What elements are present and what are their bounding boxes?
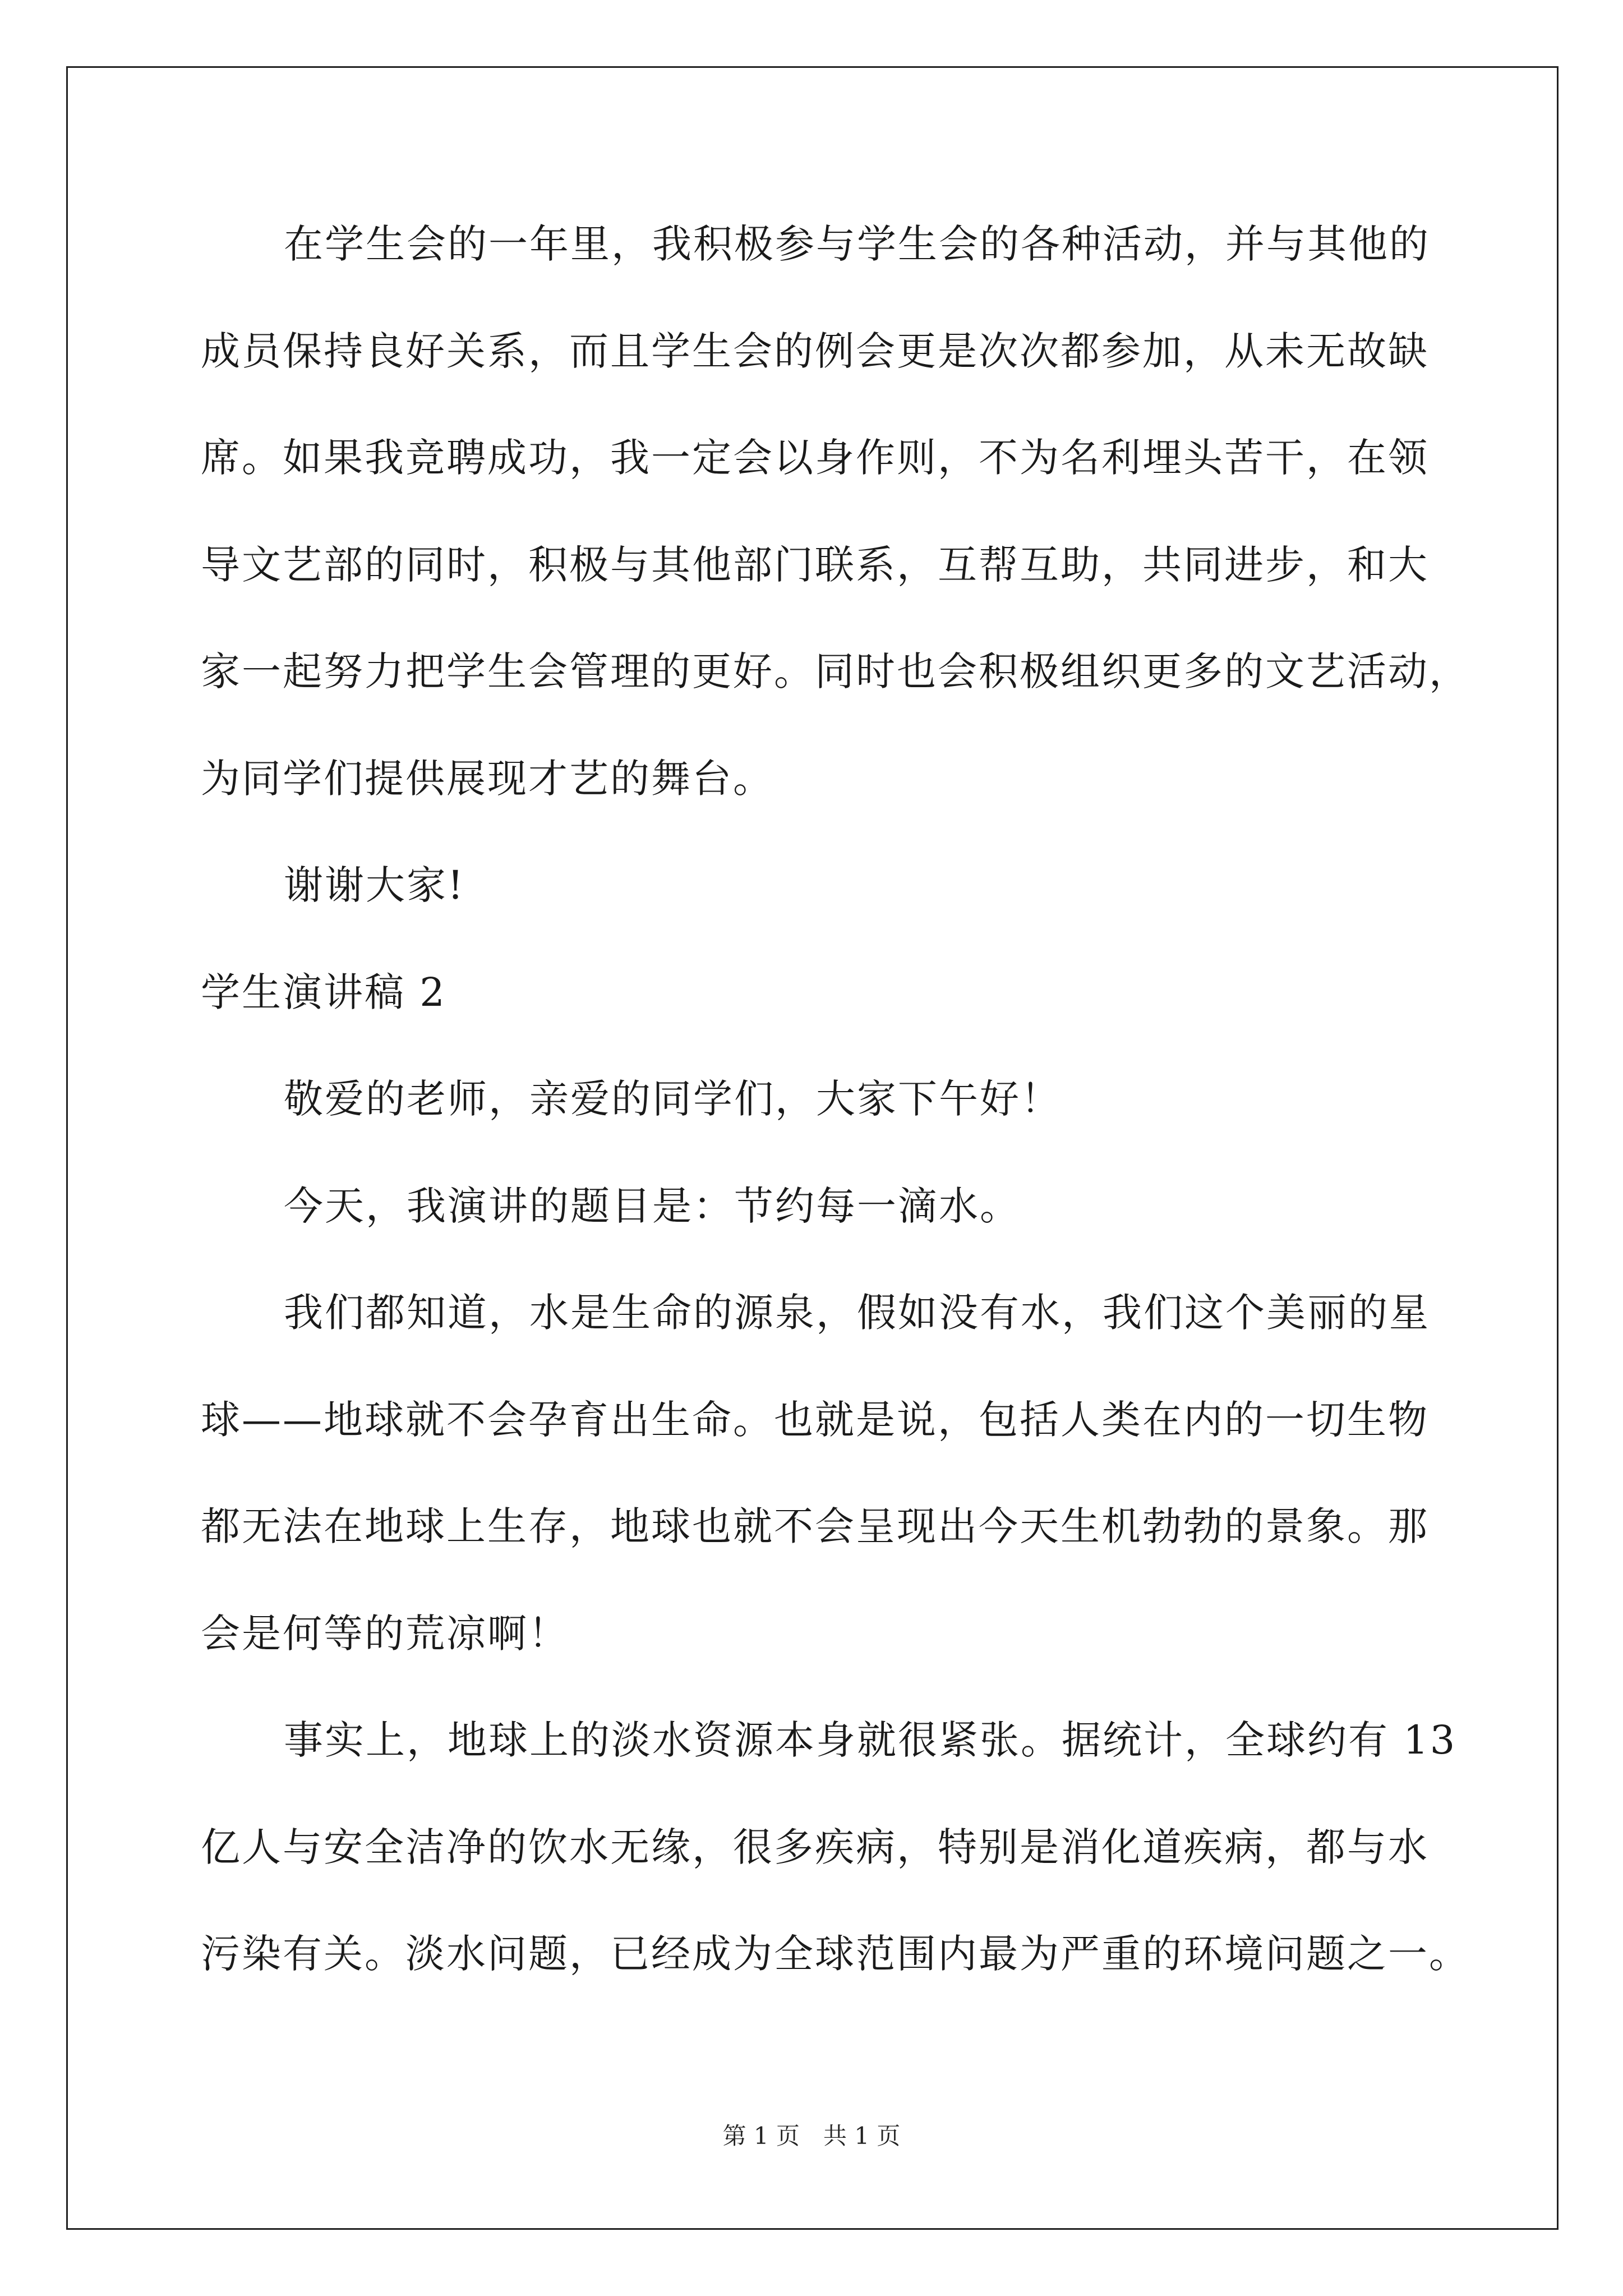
text-line: 事实上，地球上的淡水资源本身就很紧张。据统计，全球约有 13 — [284, 1717, 1457, 1763]
document-body — [201, 191, 1470, 2008]
text-line: 为同学们提供展现才艺的舞台。 — [201, 755, 774, 802]
text-line: 今天，我演讲的题目是：节约每一滴水。 — [284, 1182, 1021, 1229]
text-line: 球——地球就不会孕育出生命。也就是说，包括人类在内的一切生物 — [201, 1396, 1429, 1443]
page-footer: 第 1 页 共 1 页 — [722, 2122, 901, 2150]
text-line: 在学生会的一年里，我积极参与学生会的各种活动，并与其他的 — [284, 221, 1430, 267]
text-line: 污染有关。淡水问题，已经成为全球范围内最为严重的环境问题之一。 — [201, 1931, 1470, 1977]
text-line: 会是何等的荒凉啊！ — [201, 1610, 569, 1657]
text-line: 都无法在地球上生存，地球也就不会呈现出今天生机勃勃的景象。那 — [201, 1503, 1429, 1549]
section-heading: 学生演讲稿 2 — [201, 969, 446, 1015]
text-line: 导文艺部的同时，积极与其他部门联系，互帮互助，共同进步，和大 — [201, 541, 1429, 588]
closing-thanks: 谢谢大家! — [284, 862, 465, 908]
text-line: 亿人与安全洁净的饮水无缘，很多疾病，特别是消化道疾病，都与水 — [201, 1824, 1429, 1870]
text-line: 我们都知道，水是生命的源泉，假如没有水，我们这个美丽的星 — [284, 1290, 1430, 1336]
text-line: 成员保持良好关系，而且学生会的例会更是次次都参加，从未无故缺 — [201, 328, 1429, 374]
text-line: 家一起努力把学生会管理的更好。同时也会积极组织更多的文艺活动， — [201, 648, 1470, 694]
text-line: 席。如果我竞聘成功，我一定会以身作则，不为名利埋头苦干，在领 — [201, 435, 1429, 481]
greeting: 敬爱的老师，亲爱的同学们，大家下午好！ — [284, 1076, 1062, 1122]
